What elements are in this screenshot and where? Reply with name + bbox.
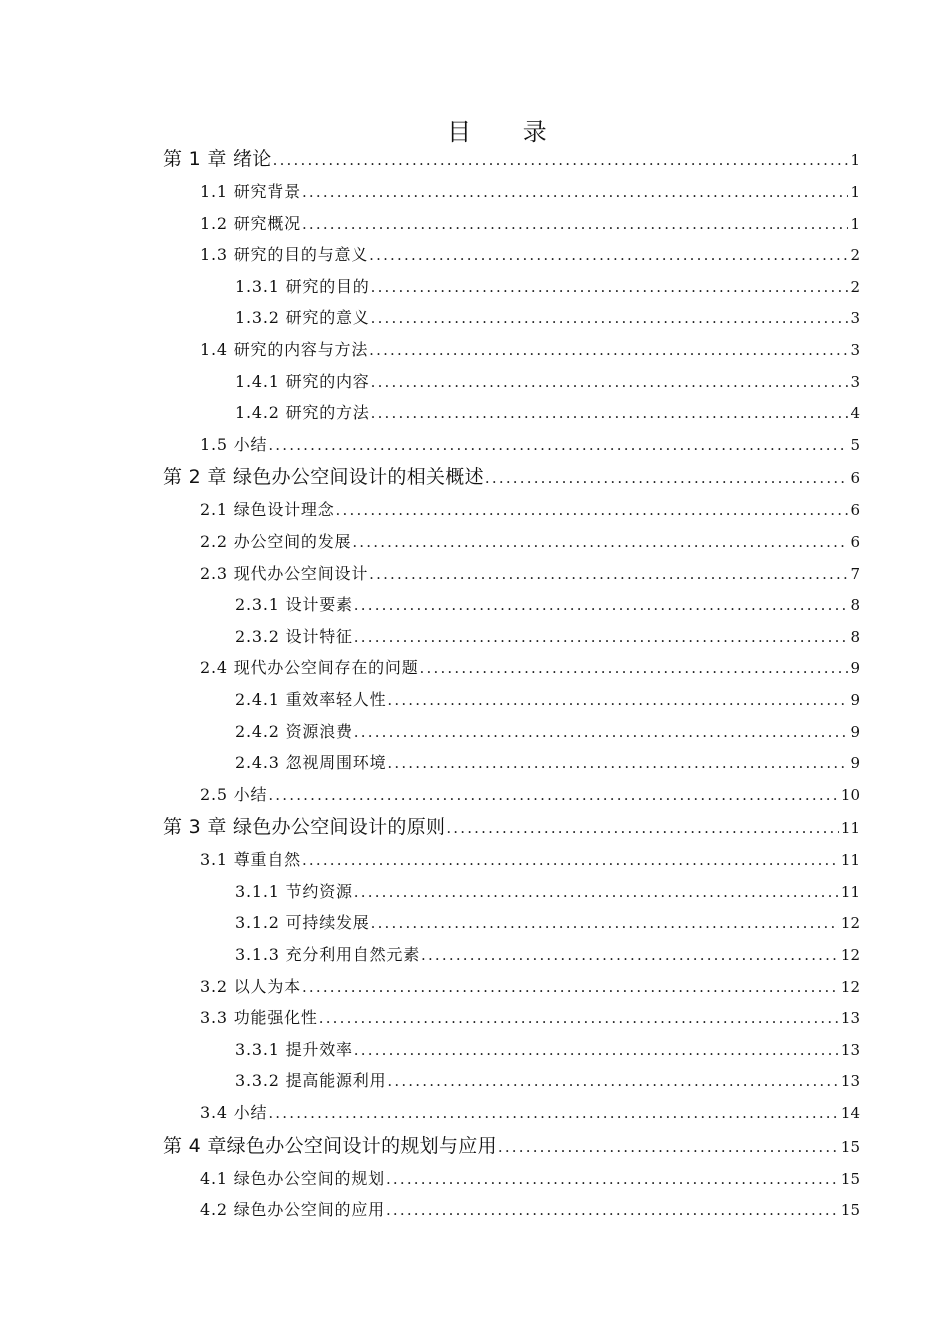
toc-entry-label: 2.4.3 忽视周围环境 [235, 753, 387, 773]
toc-page-number: 11 [840, 851, 860, 870]
toc-page-number: 6 [850, 532, 860, 551]
toc-section-entry [163, 779, 860, 811]
toc-leader-dots [484, 461, 849, 495]
toc-entry-label: 2.1 绿色设计理念 [200, 500, 335, 520]
toc-entry-label: 1.3 研究的目的与意义 [200, 245, 369, 265]
toc-leader-dots [318, 1003, 839, 1035]
toc-page-number: 1 [850, 183, 860, 201]
toc-page-number: 9 [850, 754, 860, 773]
toc-page-number: 4 [850, 404, 860, 423]
toc-page-number: 3 [850, 372, 860, 391]
toc-page-number: 8 [850, 596, 860, 615]
toc-subsection-entry [163, 271, 860, 303]
toc-leader-dots [301, 177, 849, 209]
toc-page-number: 15 [840, 1201, 860, 1220]
toc-leader-dots [419, 653, 849, 685]
toc-leader-dots [370, 272, 849, 304]
toc-leader-dots [353, 717, 849, 749]
toc-section-entry [163, 526, 860, 558]
toc-entry-label: 1.1 研究背景 [200, 182, 301, 201]
toc-entry-label: 3.3.2 提高能源利用 [235, 1071, 387, 1091]
toc-subsection-entry [163, 939, 860, 971]
toc-leader-dots [370, 367, 849, 399]
toc-page-number: 12 [840, 914, 860, 933]
toc-entry-label: 1.4.2 研究的方法 [235, 403, 370, 423]
toc-section-entry [163, 652, 860, 684]
toc-subsection-entry [163, 716, 860, 748]
toc-subsection-entry [163, 366, 860, 398]
toc-entry-label: 3.1 尊重自然 [200, 850, 301, 870]
toc-entry-label: 2.2 办公空间的发展 [200, 531, 352, 551]
toc-leader-dots [353, 1035, 839, 1067]
toc-entry-label: 1.3.2 研究的意义 [235, 308, 370, 328]
toc-section-entry [163, 494, 860, 526]
toc-entry-label: 2.4 现代办公空间存在的问题 [200, 658, 419, 678]
toc-entry-label: 第 3 章 绿色办公空间设计的原则 [163, 816, 446, 839]
toc-leader-dots [301, 972, 839, 1004]
toc-subsection-entry [163, 684, 860, 716]
toc-section-entry [163, 971, 860, 1003]
toc-leader-dots [370, 908, 839, 940]
toc-chapter-entry [163, 142, 860, 176]
toc-entry-label: 2.5 小结 [200, 784, 268, 804]
toc-entry-label: 第 2 章 绿色办公空间设计的相关概述 [163, 466, 484, 489]
toc-subsection-entry [163, 1034, 860, 1066]
toc-leader-dots [353, 590, 849, 622]
toc-page-number: 3 [850, 309, 860, 328]
toc-leader-dots [370, 303, 849, 335]
toc-page-number: 5 [850, 435, 860, 454]
toc-section-entry [163, 176, 860, 208]
toc-leader-dots [272, 143, 849, 177]
toc-entry-label: 3.1.1 节约资源 [235, 881, 353, 901]
toc-chapter-entry [163, 810, 860, 844]
toc-page-number: 13 [840, 1040, 860, 1059]
toc-leader-dots [267, 1098, 839, 1130]
toc-section-entry [163, 208, 860, 240]
toc-page-number: 15 [840, 1169, 860, 1188]
toc-leader-dots [301, 209, 849, 241]
toc-entry-label: 1.2 研究概况 [200, 213, 301, 233]
toc-entry-label: 3.2 以人为本 [200, 976, 301, 996]
toc-entry-label: 1.3.1 研究的目的 [235, 276, 370, 296]
toc-entry-label: 3.3 功能强化性 [200, 1008, 318, 1028]
toc-page-number: 11 [840, 882, 860, 901]
toc-leader-dots [335, 495, 849, 527]
toc-leader-dots [385, 1195, 839, 1227]
toc-section-entry [163, 1002, 860, 1034]
toc-subsection-entry [163, 1065, 860, 1097]
toc-subsection-entry [163, 589, 860, 621]
toc-entry-label: 2.4.2 资源浪费 [235, 721, 353, 741]
toc-entry-label: 3.3.1 提升效率 [235, 1039, 353, 1059]
toc-page-number: 11 [840, 819, 860, 838]
toc-leader-dots [351, 527, 848, 559]
toc-leader-dots [386, 1066, 839, 1098]
toc-page-number: 6 [850, 501, 860, 520]
toc-leader-dots [420, 940, 839, 972]
toc-leader-dots [386, 685, 848, 717]
toc-leader-dots [301, 845, 839, 877]
toc-subsection-entry [163, 397, 860, 429]
toc-entry-label: 第 4 章绿色办公空间设计的规划与应用 [163, 1134, 497, 1157]
table-of-contents [163, 142, 860, 1226]
toc-page-number: 2 [850, 246, 860, 265]
toc-leader-dots [267, 430, 848, 462]
toc-entry-label: 1.5 小结 [200, 434, 268, 454]
toc-entry-label: 1.4.1 研究的内容 [235, 371, 370, 391]
toc-leader-dots [353, 622, 849, 654]
toc-entry-label: 3.1.3 充分利用自然元素 [235, 945, 420, 965]
toc-page-number: 13 [840, 1009, 860, 1028]
toc-page-number: 6 [850, 469, 860, 488]
toc-leader-dots [368, 335, 848, 367]
toc-page-number: 14 [840, 1104, 860, 1123]
toc-entry-label: 4.1 绿色办公空间的规划 [200, 1168, 385, 1188]
toc-leader-dots [368, 240, 848, 272]
toc-page-number: 12 [840, 946, 860, 965]
toc-page-number: 9 [850, 722, 860, 741]
toc-leader-dots [445, 811, 839, 845]
toc-page-number: 12 [840, 977, 860, 996]
toc-entry-label: 1.4 研究的内容与方法 [200, 339, 369, 359]
toc-page-number: 10 [840, 785, 860, 804]
toc-subsection-entry [163, 747, 860, 779]
toc-page-number: 3 [850, 340, 860, 359]
toc-leader-dots [267, 780, 839, 812]
toc-section-entry [163, 1097, 860, 1129]
toc-section-entry [163, 429, 860, 461]
toc-chapter-entry [163, 460, 860, 494]
toc-page-number: 7 [850, 564, 860, 583]
toc-chapter-entry [163, 1129, 860, 1163]
toc-section-entry [163, 239, 860, 271]
toc-leader-dots [386, 748, 848, 780]
toc-section-entry [163, 1194, 860, 1226]
toc-section-entry [163, 844, 860, 876]
toc-entry-label: 3.4 小结 [200, 1103, 268, 1123]
toc-page-number: 9 [850, 659, 860, 678]
toc-page-number: 1 [850, 214, 860, 233]
toc-subsection-entry [163, 302, 860, 334]
toc-subsection-entry [163, 876, 860, 908]
toc-entry-label: 2.3.1 设计要素 [235, 595, 353, 615]
toc-entry-label: 4.2 绿色办公空间的应用 [200, 1200, 385, 1220]
toc-leader-dots [353, 877, 839, 909]
toc-page-number: 2 [850, 277, 860, 296]
toc-title: 目 录 [447, 118, 569, 146]
toc-page-number: 8 [850, 627, 860, 646]
toc-section-entry [163, 1163, 860, 1195]
toc-leader-dots [385, 1164, 839, 1196]
toc-entry-label: 3.1.2 可持续发展 [235, 913, 370, 933]
toc-leader-dots [497, 1130, 839, 1164]
toc-entry-label: 2.4.1 重效率轻人性 [235, 689, 387, 709]
toc-page-number: 9 [850, 690, 860, 709]
toc-page-number: 15 [840, 1137, 860, 1156]
toc-section-entry [163, 558, 860, 590]
toc-entry-label: 2.3 现代办公空间设计 [200, 563, 369, 583]
toc-page-number: 1 [850, 151, 860, 169]
toc-entry-label: 第 1 章 绪论 [163, 148, 272, 170]
toc-section-entry [163, 334, 860, 366]
toc-subsection-entry [163, 621, 860, 653]
toc-page-number: 13 [840, 1072, 860, 1091]
toc-leader-dots [368, 559, 848, 591]
toc-subsection-entry [163, 907, 860, 939]
toc-entry-label: 2.3.2 设计特征 [235, 626, 353, 646]
toc-leader-dots [370, 398, 849, 430]
